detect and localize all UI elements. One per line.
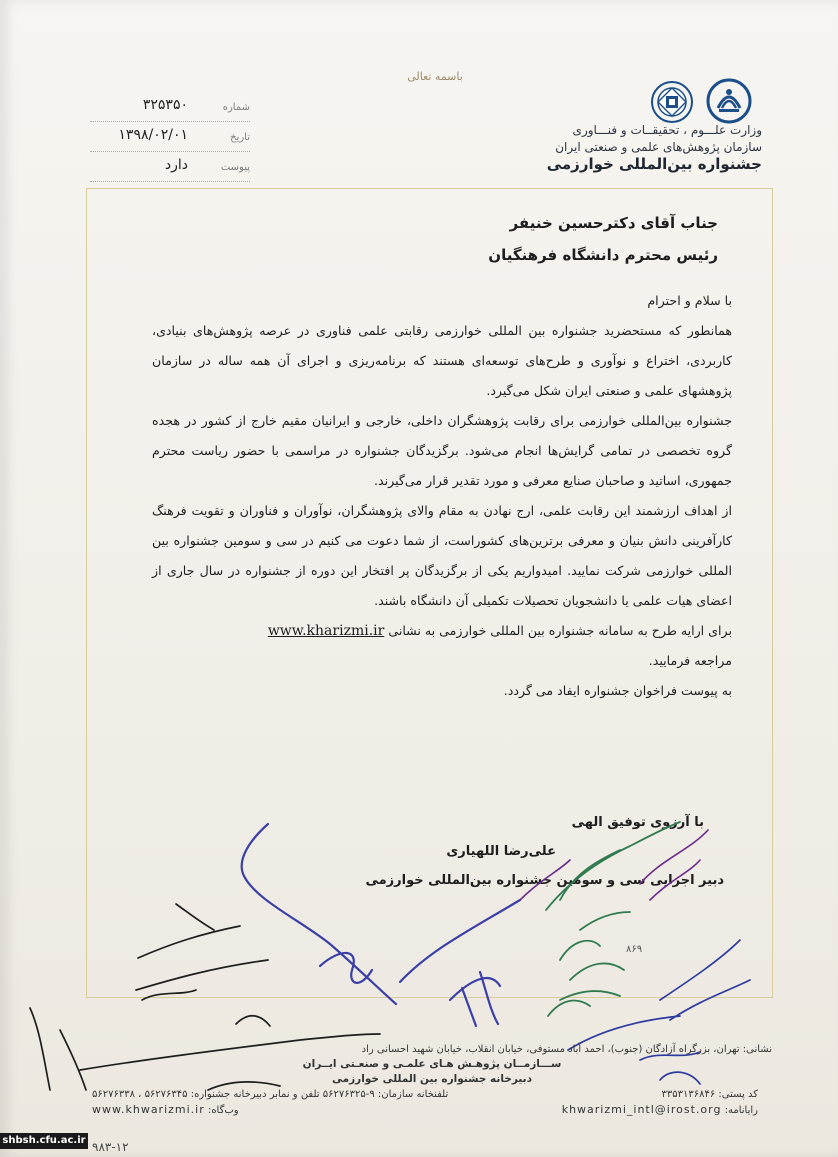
letterhead-footer (92, 1042, 772, 1117)
footer-phones: تلفنخانه سازمان: ۹-۵۶۲۷۶۳۲۵ تلفن و نمابر دبیرخانه جشنواره: ۵۶۲۷۶۳۴۵ ، ۵۶۲۷۶۳۳۸ (92, 1089, 449, 1100)
festival-website-link[interactable]: www.kharizmi.ir (267, 623, 385, 639)
closing-block (164, 808, 724, 895)
addressee-title: رئیس محترم دانشگاه فرهنگیان (488, 246, 718, 264)
paragraph-4-text: برای ارایه طرح به سامانه جشنواره بین المللی خوارزمی به نشانی (388, 623, 732, 638)
logo-group (648, 78, 758, 126)
festival-logo (650, 80, 694, 124)
bismillah-text: باسمه تعالی (407, 70, 463, 83)
letter-metadata (90, 96, 250, 186)
number-value: ۳۲۵۳۵۰ (142, 97, 188, 113)
paragraph-1: همانطور که مستحضرید جشنواره بین المللی خوارزمی رقابتی علمی فناوری در عرصه پژوهش‌های بنیادی، کاربردی، اختراع و نوآوری و طرح‌های توسعه‌ای هستند که برنامه‌ریزی و اجرای آن همه ساله در سازمان پژوهشهای علمی و صنعتی ایران شکل می‌گیرد. (152, 323, 732, 398)
organization-name: سازمان پژوهش‌های علمی و صنعتی ایران (555, 140, 762, 154)
corner-handwritten-number: ۹۸۳-۱۲ (92, 1140, 129, 1154)
greeting: با سلام و احترام (647, 293, 732, 308)
footer-contact-row (92, 1087, 772, 1102)
letter-body (152, 286, 732, 706)
paragraph-4 (152, 616, 732, 676)
organization-header (462, 122, 762, 173)
footer-email-group (562, 1102, 758, 1118)
footer-org-name: ســـازمــان پژوهـش هـای علمـی و صنعـتی ایــران (302, 1058, 562, 1070)
number-row (90, 96, 250, 122)
festival-name: جشنواره بین‌المللی خوارزمی (546, 155, 762, 173)
footer-address: نشانی: تهران، بزرگراه آزادگان (جنوب)، احمد آباد مستوفی، خیابان انقلاب، خیابان شهید احسانی راد (361, 1044, 772, 1055)
footer-website-label: وب‌گاه: (207, 1105, 239, 1116)
footer-email-label: رایانامه: (724, 1105, 758, 1116)
attachment-label: پیوست (220, 162, 250, 173)
number-label: شماره (222, 102, 250, 113)
paragraph-5: به پیوست فراخوان جشنواره ایفاد می گردد. (503, 683, 732, 698)
footer-email[interactable]: khwarizmi_intl@irost.org (561, 1103, 722, 1116)
ministry-logo (706, 78, 752, 124)
paragraph-4-end: مراجعه فرمایید. (648, 653, 732, 668)
signer-name: علی‌رضا اللهیاری (446, 844, 556, 859)
ministry-name: وزارت علـــوم ، تحقیقــات و فنـــاوری (572, 123, 762, 137)
addressee-block (158, 207, 718, 271)
footer-secretariat: دبیرخانه جشنواره بین المللی خوارزمی (332, 1073, 532, 1085)
attachment-row (90, 156, 250, 182)
date-row (90, 126, 250, 152)
footer-website[interactable]: www.khwarizmi.ir (92, 1103, 205, 1116)
closing-phrase: با آرزوی توفیق الهی (571, 815, 704, 830)
page-number-note: ۸۶۹ (626, 944, 643, 955)
attachment-value: دارد (164, 157, 188, 173)
footer-web-row (92, 1102, 772, 1117)
addressee-name: جناب آقای دکترحسین خنیفر (509, 214, 718, 232)
paragraph-2: جشنواره بین‌المللی خوارزمی برای رقابت پژوهشگران داخلی، خارجی و ایرانیان مقیم خارج از کشور در هجده گروه تخصصی در تمامی گرایش‌ها انجام می‌شود. برگزیدگان جشنواره در مراسمی با حضور ریاست محترم جمهوری، اساتید و صاحبان صنایع معرفی و مورد تقدیر قرار می‌گیرند. (152, 413, 732, 488)
signer-title: دبیر اجرایی سی و سومین جشنواره بین‌المللی خوارزمی (365, 873, 724, 888)
paragraph-3: از اهداف ارزشمند این رقابت علمی، ارج نهادن به مقام والای پژوهشگران، نوآوران و فناوران و تقویت فرهنگ کارآفرینی دانش بنیان و معرفی برترین‌های کشوراست، از شما دعوت می کنیم در سی و سومین جشنواره بین المللی خوارزمی شرکت نمایید. امیدواریم یکی از برگزیدگان پر افتخار این دوره از جشنواره در سال جاری از اعضای هیات علمی یا دانشجویان تحصیلات تکمیلی آن دانشگاه باشند. (152, 503, 732, 608)
footer-postal-code: کد پستی: ۳۳۵۳۱۳۶۸۴۶ (661, 1089, 758, 1100)
source-watermark: shbsh.cfu.ac.ir (0, 1133, 88, 1149)
date-label: تاریخ (230, 132, 250, 143)
footer-website-group (92, 1102, 239, 1118)
date-value: ۱۳۹۸/۰۲/۰۱ (118, 127, 188, 143)
